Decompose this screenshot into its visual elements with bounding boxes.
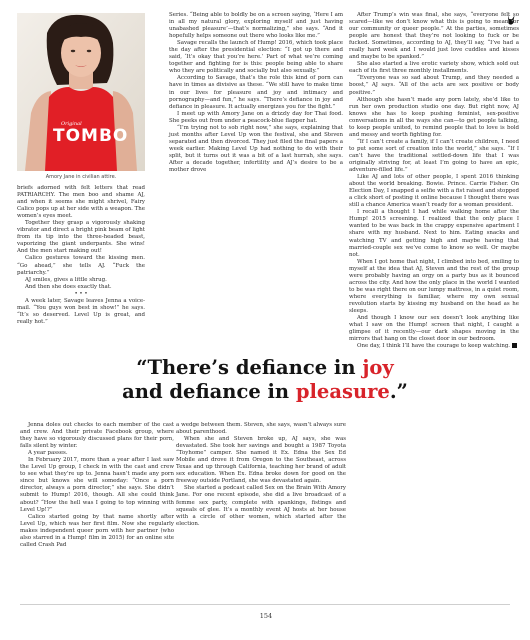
paragraph: a wedge between them. Steven, she says, wasn’t always sure about parenthood.	[176, 422, 346, 436]
paragraph: According to Savage, that’s the role this kind of porn can have in times as divisive as these. “We still have to make time in our lives for pleasure and joy and intimacy and pornography—and fun,” he says. “There’s defiance in joy and defiance in pleasure. It actually energizes you for the fight.”	[169, 75, 343, 110]
paragraph: Series. “Being able to boldly be on a screen saying, ‘Here I am in all my natural glory, exploring myself and just having unabashed pleasure’—that’s normalizing,” she says. “And it hopefully helps someone out there who looks like me.”	[169, 12, 343, 40]
column-3	[349, 12, 519, 350]
footer-rule	[20, 604, 510, 605]
paragraph: A year passes.	[28, 450, 68, 457]
photo-caption: Amory Jane in civilian attire.	[45, 174, 117, 180]
paragraph: “If I can’t create a family, if I can’t create children, I need to put some sort of creation into the world,” she says. “If I can’t have the traditional settled-down life that I was originally striving for, at least I’m going to have an epic, adventure-filled life.”	[349, 138, 519, 174]
paragraph: briefs adorned with felt letters that read PATRIARCHY. The men boo and shame AJ, and when it seems she might shrivel, Fairy Calico pops up at her side with a weapon. The women’s eyes meet.	[17, 185, 145, 220]
pull-quote-highlight-joy: joy	[362, 356, 394, 379]
upper-column-2	[169, 12, 343, 174]
pull-quote: “There’s defiance in joy and defiance in pleasure.”	[122, 356, 408, 403]
paragraph: And though I know our sex doesn’t look anything like what I saw on the Hump! screen that night, I caught a glimpse of it recently—our dark shapes moving in the mirrors that hang on the closet door in our bedroom.	[349, 315, 519, 343]
paragraph: Savage recalls the launch of Hump! 2016, which took place the day after the presidential election: “I got up there and said, ‘It’s okay that you’re here.’ Part of what we’re coming together and fighting for is this: people being able to share who they are politically and socially but also sexually.”	[169, 40, 343, 75]
lower-column-2	[176, 422, 346, 528]
lower-column-1	[20, 422, 174, 549]
paragraph: When I got home that night, I climbed into bed, smiling to myself at the idea that AJ, Steven and the rest of the group were probably having an orgy on a party bus as it bounced across the city. And how the only place in the world I wanted to be was right there on our lumpy mattress, in a quiet room, where everything is familiar, where my own sexual revolution starts by kissing my husband on the head as he sleeps.	[349, 258, 519, 314]
photo	[17, 13, 145, 171]
paragraph: “I’m trying not to sob right now,” she says, explaining that just months after Level Up won the festival, she and Steven separated and then divorced. They just filed the final papers a week earlier. Making Level Up had nothing to do with their split, but it turns out it was a bit of a last hurrah, she says. After a decade together, infertility and AJ’s desire to be a mother drove	[169, 124, 343, 174]
paragraph: She started a podcast called Sex on the Brain With Amory Jane. For one recent episode, she did a live broadcast of a femme sex party, complete with spankings, fistings and squeals of glee. It’s a monthly event AJ hosts at her house with a circle of other women, which started after the election.	[176, 485, 346, 527]
paragraph: Like AJ and lots of other people, I spent 2016 thinking about the world breaking. Bowie. Prince. Carrie Fisher. On Election Day, I snapped a selfie with a fist raised and stopped a click short of posting it online because I thought there was still a chance America wasn’t ready for a woman president.	[349, 174, 519, 209]
paragraph: Jenna doles out checks to each member of the cast and crew. And their private Facebook group, where they have so vigorously discussed plans for their porn, falls silent by winter.	[20, 422, 174, 450]
paragraph: Calico gestures toward the kissing men. “Go ahead,” she tells AJ. “Fuck the patriarchy.”	[17, 255, 145, 276]
paragraph: After Trump’s win was final, she says, “everyone felt so scared—like we don’t know what this is going to mean for our community or queer people.” At the parties, sometimes people are honest that they’re not looking to fuck or be fucked. Sometimes, according to AJ, they’ll say, “I’ve had a really hard week and I would just love cuddles and kisses and maybe to be spanked.”	[349, 12, 519, 61]
portrait-image	[17, 13, 145, 171]
upper-column-1	[17, 185, 145, 326]
shirt-script-text: Original	[61, 121, 82, 127]
paragraph: I recall a thought I had while walking home after the Hump! 2015 screening. I realized that the only place I wanted to be was back in the crappy expensive apartment I share with my husband. Next to him. Eating snacks and watching TV and getting high and maybe having that married-couple sex we’ve come to know so well. Or maybe not.	[349, 209, 519, 258]
paragraph: A week later, Savage leaves Jenna a voice-mail. “You guys won best in show!” he says. “It’s so deserved. Level Up is great, and really hot.”	[17, 297, 145, 325]
paragraph: Although she hasn’t made any porn lately, she’d like to run her own production studio one day. But right now, AJ knows she has to keep pushing feminist, sex-positive conversations in all the ways she can—to get people talking, to keep people united, to remind people that to love is bold and messy and worth fighting for.	[349, 96, 519, 138]
page-number: 154	[259, 612, 273, 620]
paragraph: AJ smiles, gives a little shrug.	[25, 276, 107, 283]
paragraph: She also started a live erotic variety show, which sold out each of its first three monthly installments.	[349, 61, 519, 75]
paragraph: Together they grasp a vigorously shaking vibrator and direct a bright pink beam of light from its tip into the three-headed beast, vaporizing the giant underpants. She wins! And the men start making out!	[17, 220, 145, 255]
paragraph: Calico started going by that name shortly after Level Up, which was her first film. Now she regularly makes independent queer porn with her partner (who also starred in a Hump! film in 2015) for an online site called Crash Pad	[20, 513, 174, 548]
paragraph: “Everyone was so sad about Trump, and they needed a boost,” AJ says. “All of the acts are sex positive or body positive.”	[349, 75, 519, 96]
paragraph: • • •	[74, 290, 88, 297]
paragraph: I meet up with Amory Jane on a drizzly day for Thai food. She peeks out from under a peacock-blue flapper hat.	[169, 110, 343, 124]
paragraph: When she and Steven broke up, AJ says, she was devastated. She took her savings and bought a 1987 Toyota “Toyhome” camper. She named it Ex. Edna the Sex Ed Mobile and drove it from Oregon to the Southeast, across Texas and up through California, teaching her brand of adult sex education. When Ex. Edna broke down for good on the freeway outside Portland, she was devastated again.	[176, 436, 346, 485]
paragraph: One day, I think I’ll have the courage to keep watching.	[349, 343, 519, 350]
paragraph: And then she does exactly that.	[25, 283, 112, 290]
pull-quote-highlight-pleasure: pleasure	[295, 380, 390, 403]
shirt-text: TOMBO	[53, 126, 129, 146]
paragraph: In February 2017, more than a year after I last saw the Level Up group, I check in with the cast and crew to see what they’re up to. Jenna hasn’t made any porn since but knows she will someday: “Once a porn director, always a porn director,” she says. She didn’t submit to Hump! 2016, though. All she could think about? “How the hell was I going to top winning with Level Up!?”	[20, 457, 174, 513]
end-mark-icon	[512, 343, 517, 348]
